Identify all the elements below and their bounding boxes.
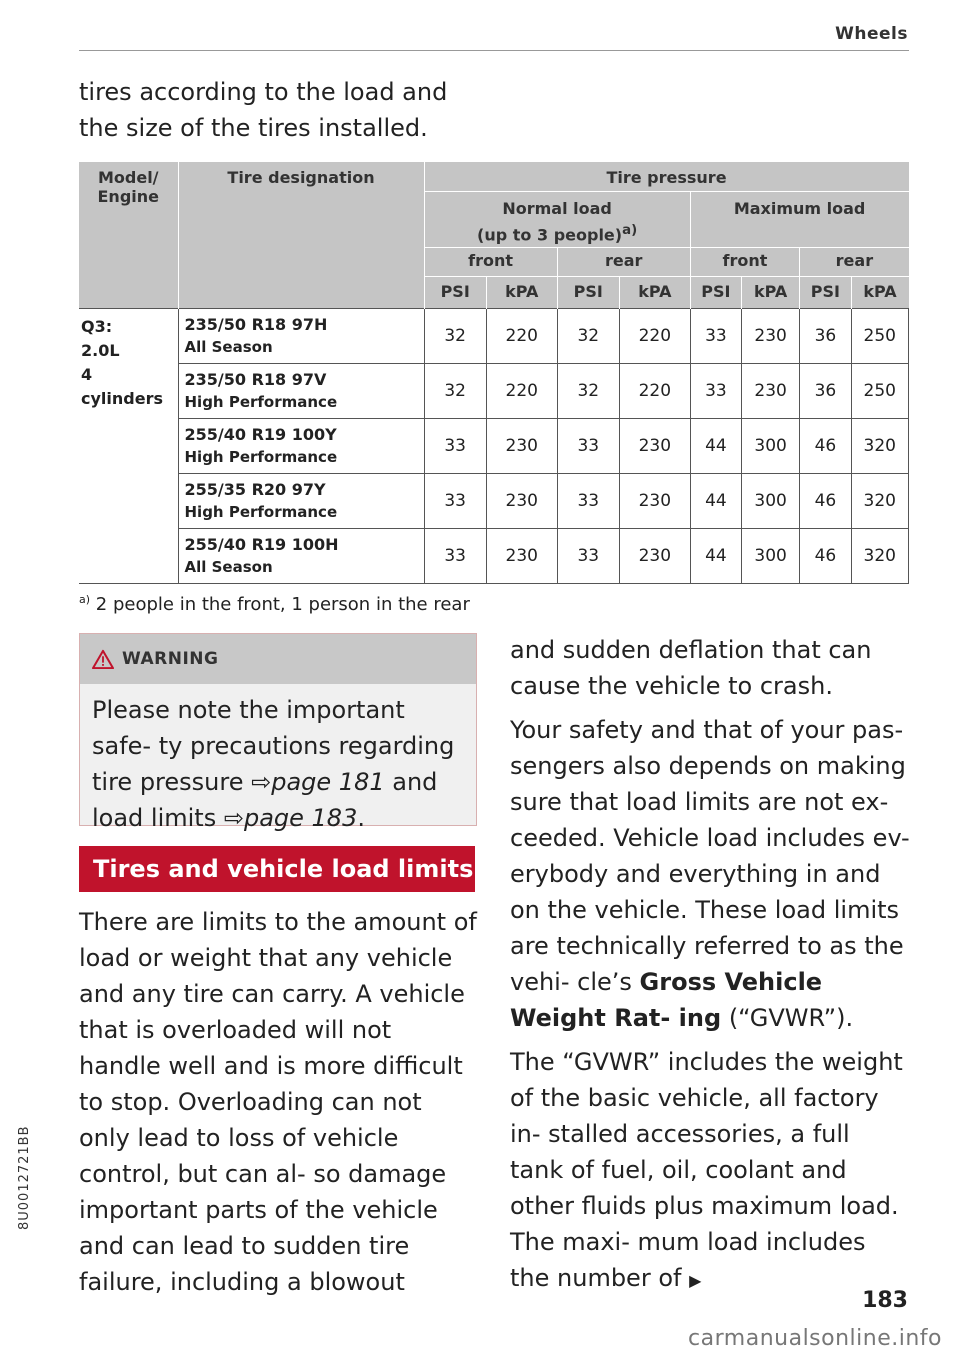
paragraph	[510, 712, 910, 1036]
unit-psi: PSI	[800, 277, 851, 309]
header-designation: Tire designation	[178, 162, 424, 309]
warning-box	[79, 633, 477, 832]
unit-psi: PSI	[557, 277, 619, 309]
pressure-value: 36	[800, 364, 851, 419]
unit-kpa: kPA	[851, 277, 908, 309]
unit-kpa: kPA	[619, 277, 690, 309]
unit-kpa: kPA	[486, 277, 557, 309]
pressure-value: 230	[742, 364, 800, 419]
pressure-value: 250	[851, 309, 908, 364]
model-line: 4 cylinders	[81, 365, 163, 408]
section-title: Wheels	[835, 24, 908, 44]
page-number: 183	[862, 1288, 908, 1313]
pressure-value: 300	[742, 419, 800, 474]
pressure-value: 230	[619, 529, 690, 584]
model-cell	[79, 309, 178, 584]
document-code: 8U0012721BB	[17, 1125, 32, 1230]
pressure-value: 33	[424, 529, 486, 584]
tire-type: High Performance	[184, 448, 338, 466]
section-heading: Tires and vehicle load limits	[79, 846, 475, 892]
table-row	[79, 474, 909, 529]
pressure-value: 320	[851, 474, 908, 529]
tire-type: High Performance	[184, 503, 338, 521]
paragraph: and sudden deflation that can cause the vehicle to crash.	[510, 636, 872, 700]
tire-designation	[178, 309, 424, 364]
header-max-front: front	[690, 248, 800, 277]
pressure-value: 300	[742, 474, 800, 529]
model-line: Q3:	[81, 317, 113, 336]
pressure-value: 32	[557, 309, 619, 364]
pressure-value: 33	[690, 364, 741, 419]
table-footnote	[79, 593, 470, 615]
tire-size: 255/35 R20 97Y	[184, 480, 326, 499]
warning-text-part: and load limits	[92, 768, 438, 832]
header-model: Model/ Engine	[79, 162, 178, 309]
pressure-value: 220	[619, 364, 690, 419]
paragraph-text: (“GVWR”).	[728, 1004, 854, 1032]
tire-designation	[178, 474, 424, 529]
tire-size: 255/40 R19 100H	[184, 535, 339, 554]
unit-psi: PSI	[690, 277, 741, 309]
header-max-rear: rear	[800, 248, 909, 277]
page-ref-arrow-icon: ⇨	[251, 768, 272, 796]
table-row	[79, 529, 909, 584]
header-normal-rear: rear	[557, 248, 690, 277]
table-row	[79, 309, 909, 364]
pressure-value: 33	[557, 419, 619, 474]
warning-text-part: .	[357, 804, 365, 832]
page-reference-link[interactable]: page 181	[271, 768, 385, 796]
pressure-value: 230	[619, 474, 690, 529]
header-pressure: Tire pressure	[424, 162, 909, 192]
intro-text: tires according to the load and the size of the tires installed.	[79, 78, 448, 142]
pressure-value: 33	[424, 474, 486, 529]
page-reference-link[interactable]: page 183	[243, 804, 358, 832]
warning-header	[80, 634, 476, 684]
pressure-value: 220	[619, 309, 690, 364]
bold-term: Gross Vehicle Weight Rat- ing	[510, 968, 823, 1032]
unit-kpa: kPA	[742, 277, 800, 309]
pressure-value: 230	[486, 474, 557, 529]
pressure-value: 46	[800, 474, 851, 529]
pressure-value: 220	[486, 364, 557, 419]
normal-load-footnote-ref: a)	[622, 223, 638, 238]
pressure-value: 33	[690, 309, 741, 364]
pressure-value: 250	[851, 364, 908, 419]
pressure-value: 320	[851, 419, 908, 474]
tire-designation	[178, 529, 424, 584]
tire-designation	[178, 364, 424, 419]
pressure-value: 44	[690, 529, 741, 584]
body-text-right	[510, 632, 910, 1307]
footnote-marker: a)	[79, 593, 91, 606]
page-ref-arrow-icon: ⇨	[223, 804, 244, 832]
tire-designation	[178, 419, 424, 474]
footnote-text: 2 people in the front, 1 person in the rear	[95, 594, 470, 615]
table-row	[79, 419, 909, 474]
pressure-value: 32	[424, 309, 486, 364]
pressure-value: 32	[424, 364, 486, 419]
warning-triangle-icon	[92, 649, 114, 669]
table-row	[79, 364, 909, 419]
header-normal-front: front	[424, 248, 557, 277]
pressure-value: 44	[690, 419, 741, 474]
model-line: 2.0L	[81, 341, 120, 360]
tire-type: All Season	[184, 558, 273, 576]
pressure-value: 220	[486, 309, 557, 364]
pressure-value: 230	[619, 419, 690, 474]
warning-text	[80, 684, 476, 836]
pressure-value: 33	[557, 474, 619, 529]
unit-psi: PSI	[424, 277, 486, 309]
pressure-value: 46	[800, 529, 851, 584]
header-normal-load	[424, 192, 690, 248]
pressure-value: 320	[851, 529, 908, 584]
watermark-text: carmanualsonline.info	[688, 1326, 942, 1351]
tire-size: 255/40 R19 100Y	[184, 425, 337, 444]
pressure-value: 44	[690, 474, 741, 529]
pressure-value: 230	[486, 419, 557, 474]
pressure-value: 33	[424, 419, 486, 474]
tire-pressure-table	[79, 161, 909, 584]
tire-size: 235/50 R18 97V	[184, 370, 327, 389]
tire-type: All Season	[184, 338, 273, 356]
pressure-value: 32	[557, 364, 619, 419]
paragraph-text: Your safety and that of your pas- sengers also depends on making sure that load limits are not ex- ceeded. Vehicle load includes ev- erybody and everything in and on the vehicle. These load limits are technically referred to as the vehi- cle’s	[510, 716, 910, 996]
tire-size: 235/50 R18 97H	[184, 315, 328, 334]
paragraph-text: The “GVWR” includes the weight of the basic vehicle, all factory in- stalled accessories, a full tank of fuel, oil, coolant and other fluids plus maximum load. The maxi- mum load includes the number of	[510, 1048, 903, 1292]
header-rule	[79, 50, 909, 51]
normal-load-label: Normal load	[502, 199, 612, 218]
header-maximum-load: Maximum load	[690, 192, 908, 248]
normal-load-note: (up to 3 people)	[477, 225, 623, 245]
pressure-value: 33	[557, 529, 619, 584]
pressure-value: 230	[742, 309, 800, 364]
paragraph	[510, 1044, 910, 1299]
tire-type: High Performance	[184, 393, 338, 411]
pressure-value: 230	[486, 529, 557, 584]
pressure-value: 36	[800, 309, 851, 364]
warning-text-part: Please note the important safe- ty precautions regarding tire pressure	[92, 696, 455, 796]
warning-title: WARNING	[122, 649, 219, 669]
pressure-value: 300	[742, 529, 800, 584]
pressure-value: 46	[800, 419, 851, 474]
continue-arrow-icon: ▶	[689, 1271, 702, 1290]
body-text-left: There are limits to the amount of load or weight that any vehicle and any tire can carry. A vehicle that is overloaded will not handle well and is more difficult to stop. Overloading can not only lead to loss of vehicle control, but can al- so damage important parts of the vehicle and can lead to sudden tire failure, including a blowout	[79, 908, 477, 1296]
